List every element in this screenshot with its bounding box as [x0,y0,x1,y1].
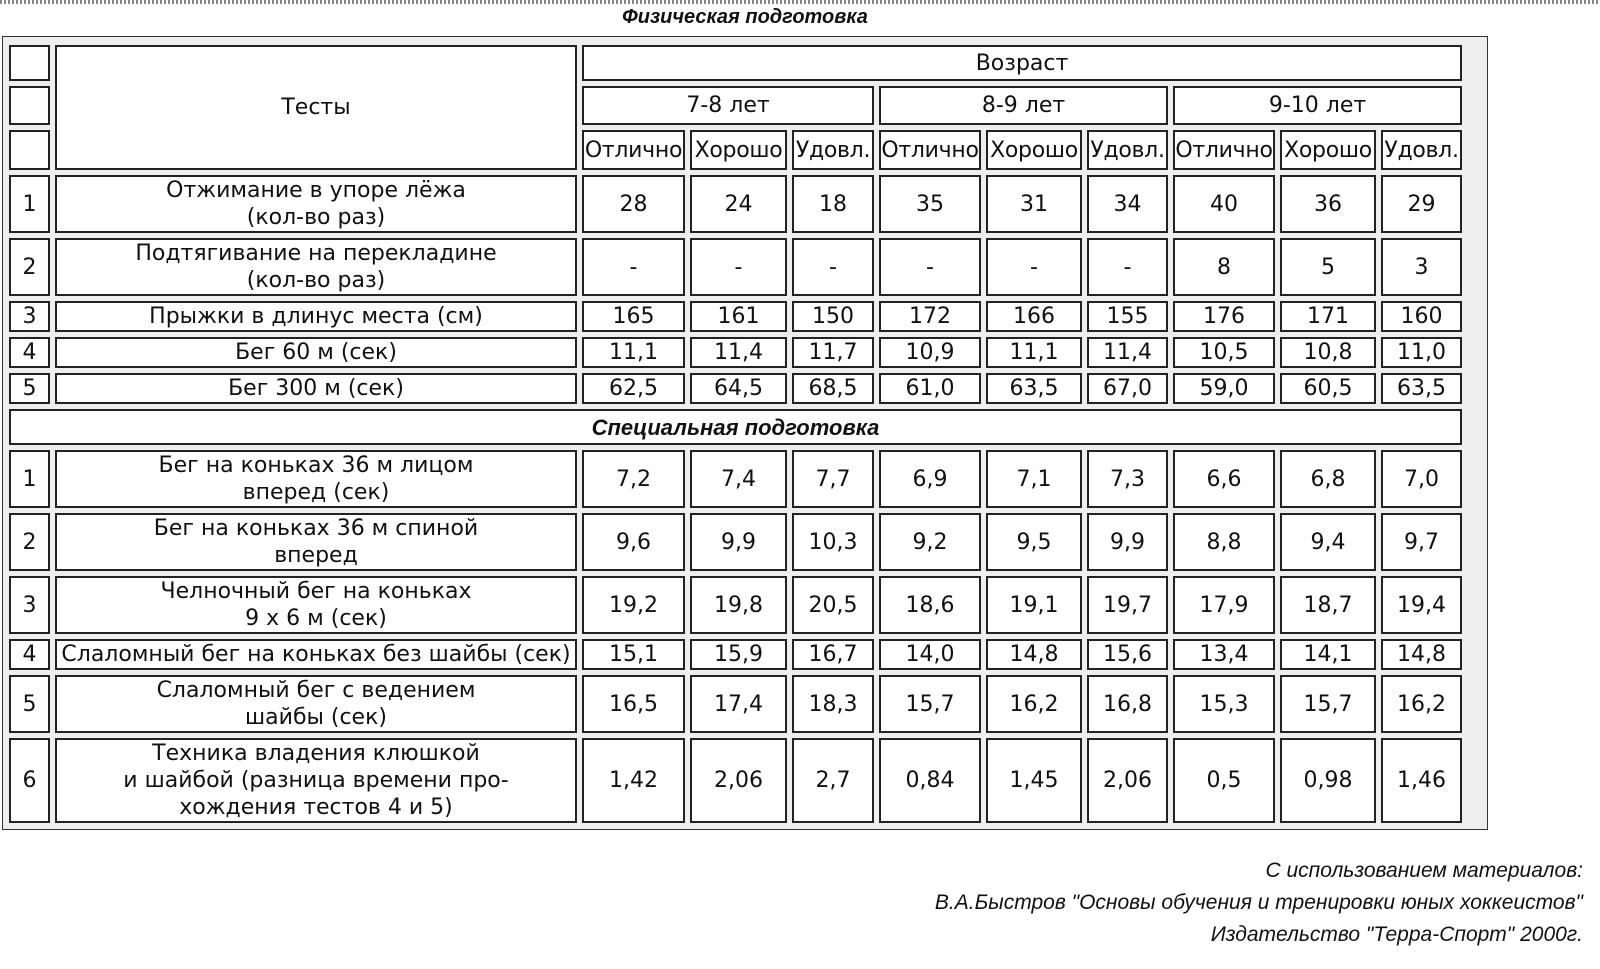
norm-value: 10,8 [1280,337,1376,368]
row-number: 4 [9,639,50,670]
norm-value: 8 [1173,238,1275,296]
norm-value: - [690,238,787,296]
test-name [55,450,577,508]
norm-value: 34 [1087,175,1168,233]
norm-value: 7,1 [986,450,1082,508]
norm-value: 18 [792,175,874,233]
grade-excellent: Отлично [582,130,685,170]
norm-value: 17,9 [1173,576,1275,634]
norm-value: 35 [879,175,981,233]
norm-value: 13,4 [1173,639,1275,670]
norm-value: 67,0 [1087,373,1168,404]
norm-value: 59,0 [1173,373,1275,404]
norm-value: 15,6 [1087,639,1168,670]
test-name [55,337,577,368]
section-row [9,409,1462,445]
grade-good: Хорошо [986,130,1082,170]
age-group-9-10: 9-10 лет [1173,86,1462,125]
norm-value: - [792,238,874,296]
norm-value: 7,4 [690,450,787,508]
norm-value: 11,4 [690,337,787,368]
header-corner-cell [9,86,50,125]
row-number: 3 [9,301,50,332]
row-number: 5 [9,373,50,404]
norm-value: 155 [1087,301,1168,332]
norm-value: 9,2 [879,513,981,571]
test-name-line: Отжимание в упоре лёжа [166,178,466,203]
row-number: 1 [9,175,50,233]
norm-value: 7,0 [1381,450,1462,508]
norm-value: 0,84 [879,738,981,823]
norm-value: 18,3 [792,675,874,733]
norm-value: 1,45 [986,738,1082,823]
physical-row [9,238,1462,296]
physical-row [9,175,1462,233]
test-name-line: Бег на коньках 36 м лицом [158,453,474,478]
test-name [55,238,577,296]
credit-line: С использованием материалов: [1265,859,1583,882]
test-name-line: (кол-во раз) [246,268,386,293]
norm-value: 9,7 [1381,513,1462,571]
special-row [9,576,1462,634]
norm-value: 7,3 [1087,450,1168,508]
norm-value: 0,98 [1280,738,1376,823]
norm-value: 28 [582,175,685,233]
row-number: 3 [9,576,50,634]
norm-value: 64,5 [690,373,787,404]
norm-value: 3 [1381,238,1462,296]
norm-value: 31 [986,175,1082,233]
grade-satisfactory: Удовл. [1381,130,1462,170]
norm-value: 11,1 [986,337,1082,368]
norm-value: 11,0 [1381,337,1462,368]
norm-value: 36 [1280,175,1376,233]
physical-row [9,373,1462,404]
norm-value: 5 [1280,238,1376,296]
test-name-line: Техника владения клюшкой [152,741,480,766]
norm-value: 166 [986,301,1082,332]
norm-value: 60,5 [1280,373,1376,404]
test-name-line: Челночный бег на коньках [160,579,472,604]
test-name-line: вперед [274,543,358,568]
norm-value: 24 [690,175,787,233]
norm-value: 7,7 [792,450,874,508]
norm-value: 15,1 [582,639,685,670]
norm-value: 62,5 [582,373,685,404]
norm-value: 18,6 [879,576,981,634]
test-name-line: и шайбой (разница времени про- [123,768,509,793]
special-row [9,513,1462,571]
age-group-8-9: 8-9 лет [879,86,1168,125]
header-row-age [9,45,1462,81]
physical-row [9,337,1462,368]
top-border-rule [0,0,1600,4]
test-name [55,639,577,670]
test-name-line: Бег на коньках 36 м спиной [153,516,479,541]
norm-value: 1,46 [1381,738,1462,823]
test-name-line: вперед (сек) [242,480,390,505]
norm-value: 19,2 [582,576,685,634]
credit-line: Издательство "Терра-Спорт" 2000г. [1210,923,1583,946]
norm-value: 11,4 [1087,337,1168,368]
norm-value: 20,5 [792,576,874,634]
norm-value: 19,7 [1087,576,1168,634]
special-row [9,738,1462,823]
test-name-line: Бег 300 м (сек) [228,376,404,401]
norm-value: 9,4 [1280,513,1376,571]
test-name [55,576,577,634]
test-name-line: шайбы (сек) [245,705,387,730]
norm-value: 160 [1381,301,1462,332]
row-number: 1 [9,450,50,508]
norm-value: 165 [582,301,685,332]
row-number: 5 [9,675,50,733]
special-section-title: Специальная подготовка [9,409,1462,445]
norm-value: 16,8 [1087,675,1168,733]
row-number: 6 [9,738,50,823]
norm-value: 68,5 [792,373,874,404]
norm-value: 14,0 [879,639,981,670]
norm-value: 16,2 [1381,675,1462,733]
norm-value: 17,4 [690,675,787,733]
norm-value: 9,5 [986,513,1082,571]
special-row [9,450,1462,508]
test-name [55,738,577,823]
norm-value: 16,2 [986,675,1082,733]
grade-excellent: Отлично [879,130,981,170]
age-header: Возраст [582,45,1462,81]
row-number: 2 [9,513,50,571]
norm-value: 161 [690,301,787,332]
test-name-line: (кол-во раз) [246,205,386,230]
grade-good: Хорошо [690,130,787,170]
test-name [55,373,577,404]
norm-value: 7,2 [582,450,685,508]
norm-value: 63,5 [986,373,1082,404]
norm-value: 171 [1280,301,1376,332]
norm-value: - [879,238,981,296]
norm-value: - [582,238,685,296]
row-number: 2 [9,238,50,296]
norm-value: 172 [879,301,981,332]
test-name-line: Прыжки в длинус места (см) [149,304,483,329]
special-row [9,675,1462,733]
norm-value: 15,7 [1280,675,1376,733]
norm-value: 1,42 [582,738,685,823]
norm-value: 150 [792,301,874,332]
norm-value: 10,5 [1173,337,1275,368]
norm-value: 9,9 [1087,513,1168,571]
norm-value: 16,7 [792,639,874,670]
norm-value: 63,5 [1381,373,1462,404]
grade-good: Хорошо [1280,130,1376,170]
grade-excellent: Отлично [1173,130,1275,170]
test-name [55,675,577,733]
norm-value: 6,6 [1173,450,1275,508]
norm-value: 6,8 [1280,450,1376,508]
norm-value: 15,9 [690,639,787,670]
test-name-line: Бег 60 м (сек) [235,340,397,365]
norm-value: 176 [1173,301,1275,332]
norm-value: 29 [1381,175,1462,233]
source-credit [935,855,1583,951]
test-name [55,513,577,571]
header-corner-cell [9,130,50,170]
norm-value: 15,7 [879,675,981,733]
age-group-7-8: 7-8 лет [582,86,874,125]
norm-value: 15,3 [1173,675,1275,733]
test-name [55,301,577,332]
norm-value: 18,7 [1280,576,1376,634]
norm-value: 2,06 [690,738,787,823]
norm-value: 14,8 [1381,639,1462,670]
tests-header: Тесты [55,45,577,170]
norm-value: 14,8 [986,639,1082,670]
norm-value: 6,9 [879,450,981,508]
test-name-line: Слаломный бег на коньках без шайбы (сек) [61,642,571,667]
norm-value: 10,3 [792,513,874,571]
norm-value: 19,1 [986,576,1082,634]
norm-value: 61,0 [879,373,981,404]
norm-value: 8,8 [1173,513,1275,571]
norm-value: 2,06 [1087,738,1168,823]
test-name-line: 9 х 6 м (сек) [245,606,387,631]
header-corner-cell [9,45,50,81]
test-name-line: Подтягивание на перекладине [135,241,497,266]
grade-satisfactory: Удовл. [1087,130,1168,170]
test-name-line: Слаломный бег с ведением [156,678,476,703]
norm-value: - [1087,238,1168,296]
norm-value: 9,6 [582,513,685,571]
table-body [9,45,1462,823]
norm-value: 16,5 [582,675,685,733]
row-number: 4 [9,337,50,368]
norms-table [4,40,1467,828]
norm-value: 40 [1173,175,1275,233]
test-name [55,175,577,233]
norm-value: 2,7 [792,738,874,823]
norm-value: 14,1 [1280,639,1376,670]
grade-satisfactory: Удовл. [792,130,874,170]
special-row [9,639,1462,670]
test-name-line: хождения тестов 4 и 5) [179,795,453,820]
norm-value: 19,4 [1381,576,1462,634]
page-title: Физическая подготовка [622,6,868,28]
physical-row [9,301,1462,332]
norm-value: 11,1 [582,337,685,368]
norm-value: 19,8 [690,576,787,634]
norm-value: 11,7 [792,337,874,368]
credit-line: В.А.Быстров "Основы обучения и тренировки юных хоккеистов" [934,891,1583,914]
norm-value: 10,9 [879,337,981,368]
norm-value: 9,9 [690,513,787,571]
norm-value: - [986,238,1082,296]
norm-value: 0,5 [1173,738,1275,823]
